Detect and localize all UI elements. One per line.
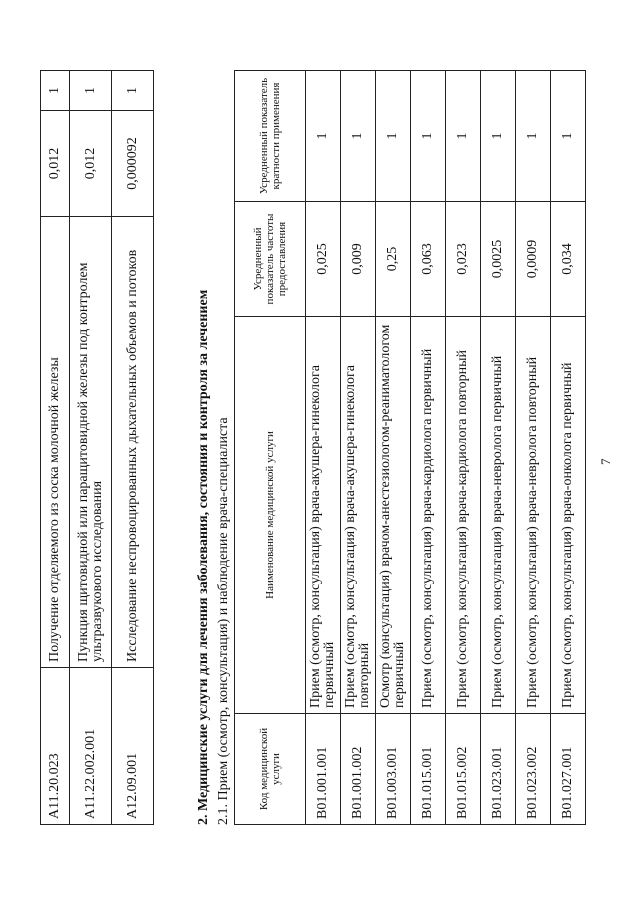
- column-header-multiplicity: Усредненный показатель кратности применения: [235, 71, 306, 202]
- service-code: B01.027.001: [551, 714, 586, 825]
- table-row: [341, 71, 376, 825]
- multiplicity-value: 1: [481, 71, 516, 202]
- table-row: [551, 71, 586, 825]
- service-name: Пункция щитовидной или паращитовидной железы под контролем ультразвукового исследования: [70, 217, 112, 668]
- multiplicity-value: 1: [70, 71, 112, 111]
- service-name: Осмотр (консультация) врачом-анестезиологом-реаниматологом первичный: [376, 317, 411, 714]
- table-row: [306, 71, 341, 825]
- multiplicity-value: 1: [376, 71, 411, 202]
- frequency-value: 0,063: [411, 202, 446, 317]
- table-row: [112, 71, 154, 825]
- service-name: Прием (осмотр, консультация) врача-кардиолога первичный: [411, 317, 446, 714]
- subsection-title: 2.1. Прием (осмотр, консультация) и наблюдение врача-специалиста: [216, 417, 231, 825]
- table-header-row: [235, 71, 306, 825]
- service-name: Прием (осмотр, консультация) врача-онколога первичный: [551, 317, 586, 714]
- frequency-value: 0,0025: [481, 202, 516, 317]
- frequency-value: 0,025: [306, 202, 341, 317]
- multiplicity-value: 1: [551, 71, 586, 202]
- multiplicity-value: 1: [112, 71, 154, 111]
- column-header-name: Наименование медицинской услуги: [235, 317, 306, 714]
- consultation-services-table: [234, 70, 586, 825]
- service-name: Получение отделяемого из соска молочной железы: [41, 217, 70, 668]
- service-name: Исследование неспровоцированных дыхательных объемов и потоков: [112, 217, 154, 668]
- multiplicity-value: 1: [306, 71, 341, 202]
- service-name: Прием (осмотр, консультация) врача-акушера-гинеколога повторный: [341, 317, 376, 714]
- service-code: B01.001.001: [306, 714, 341, 825]
- service-name: Прием (осмотр, консультация) врача-невролога повторный: [516, 317, 551, 714]
- table-row: [516, 71, 551, 825]
- frequency-value: 0,000092: [112, 111, 154, 217]
- service-code: A12.09.001: [112, 668, 154, 825]
- frequency-value: 0,012: [70, 111, 112, 217]
- service-code: B01.015.002: [446, 714, 481, 825]
- frequency-value: 0,009: [341, 202, 376, 317]
- services-table-continued: [40, 70, 154, 825]
- frequency-value: 0,0009: [516, 202, 551, 317]
- service-code: B01.023.002: [516, 714, 551, 825]
- service-name: Прием (осмотр, консультация) врача-невролога первичный: [481, 317, 516, 714]
- column-header-code: Код медицинской услуги: [235, 714, 306, 825]
- multiplicity-value: 1: [446, 71, 481, 202]
- frequency-value: 0,012: [41, 111, 70, 217]
- section-title: 2. Медицинские услуги для лечения заболевания, состояния и контроля за лечением: [196, 289, 211, 825]
- service-name: Прием (осмотр, консультация) врача-акушера-гинеколога первичный: [306, 317, 341, 714]
- multiplicity-value: 1: [411, 71, 446, 202]
- service-code: A11.22.002.001: [70, 668, 112, 825]
- multiplicity-value: 1: [341, 71, 376, 202]
- service-code: B01.001.002: [341, 714, 376, 825]
- frequency-value: 0,023: [446, 202, 481, 317]
- page-number: 7: [598, 458, 613, 465]
- table-row: [376, 71, 411, 825]
- table-row: [481, 71, 516, 825]
- table-row: [41, 71, 70, 825]
- table-row: [70, 71, 112, 825]
- service-code: B01.015.001: [411, 714, 446, 825]
- service-name: Прием (осмотр, консультация) врача-кардиолога повторный: [446, 317, 481, 714]
- frequency-value: 0,034: [551, 202, 586, 317]
- frequency-value: 0,25: [376, 202, 411, 317]
- column-header-frequency: Усредненный показатель частоты предоставления: [235, 202, 306, 317]
- multiplicity-value: 1: [516, 71, 551, 202]
- table-row: [411, 71, 446, 825]
- service-code: A11.20.023: [41, 668, 70, 825]
- multiplicity-value: 1: [41, 71, 70, 111]
- table-row: [446, 71, 481, 825]
- service-code: B01.003.001: [376, 714, 411, 825]
- service-code: B01.023.001: [481, 714, 516, 825]
